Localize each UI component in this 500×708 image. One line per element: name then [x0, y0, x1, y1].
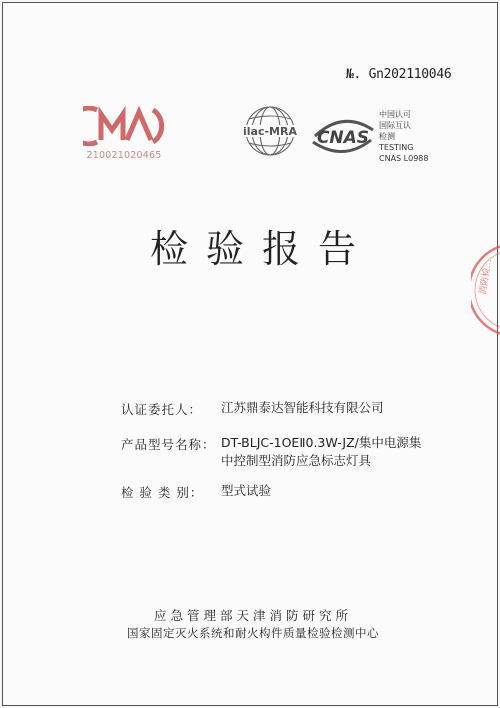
- ilac-mra-logo: [235, 101, 305, 163]
- client-value: 江苏鼎泰达智能科技有限公司: [221, 400, 384, 415]
- test-type-value: 型式试验: [221, 483, 272, 498]
- cnas-line-4: TESTING: [379, 143, 414, 152]
- product-value-line-2: 中控制型消防应急标志灯具: [221, 453, 372, 468]
- cnas-line-3: 检测: [379, 132, 395, 141]
- cnas-line-5: CNAS L0988: [379, 154, 429, 163]
- test-type-label: 检 验 类 别：: [121, 485, 204, 500]
- cma-mark-icon: [83, 106, 165, 146]
- cnas-caption: [379, 109, 428, 164]
- cma-logo: [83, 106, 165, 161]
- seal-stamp-icon: [471, 235, 500, 345]
- cnas-logo-text: CNAS: [316, 128, 370, 148]
- page-title: 检验报告: [149, 227, 374, 271]
- cnas-line-2: 国际互认: [379, 121, 411, 130]
- issuer-line-1: 应急管理部天津消防研究所: [153, 608, 352, 623]
- cnas-logo: [307, 116, 379, 156]
- stamp-text: 消防检…: [478, 258, 495, 296]
- issuer-line-2: 国家固定灭火系统和耐火构件质量检验检测中心: [127, 626, 379, 640]
- product-value-line-1: DT-BLJC-1OEⅡ0.3W-JZ/集中电源集: [221, 435, 422, 450]
- certificate-page: [2, 2, 498, 706]
- cnas-mark-icon: [307, 116, 379, 156]
- cnas-line-1: 中国认可: [379, 110, 411, 119]
- report-number: №. Gn202110046: [346, 67, 452, 82]
- client-label: 认证委托人：: [121, 402, 203, 417]
- globe-icon: [235, 101, 305, 163]
- ilac-logo-text: ilac-MRA: [243, 125, 297, 138]
- cma-code: 210021020465: [86, 150, 162, 161]
- seal-stamp: [471, 235, 500, 345]
- product-label: 产品型号名称：: [121, 437, 216, 452]
